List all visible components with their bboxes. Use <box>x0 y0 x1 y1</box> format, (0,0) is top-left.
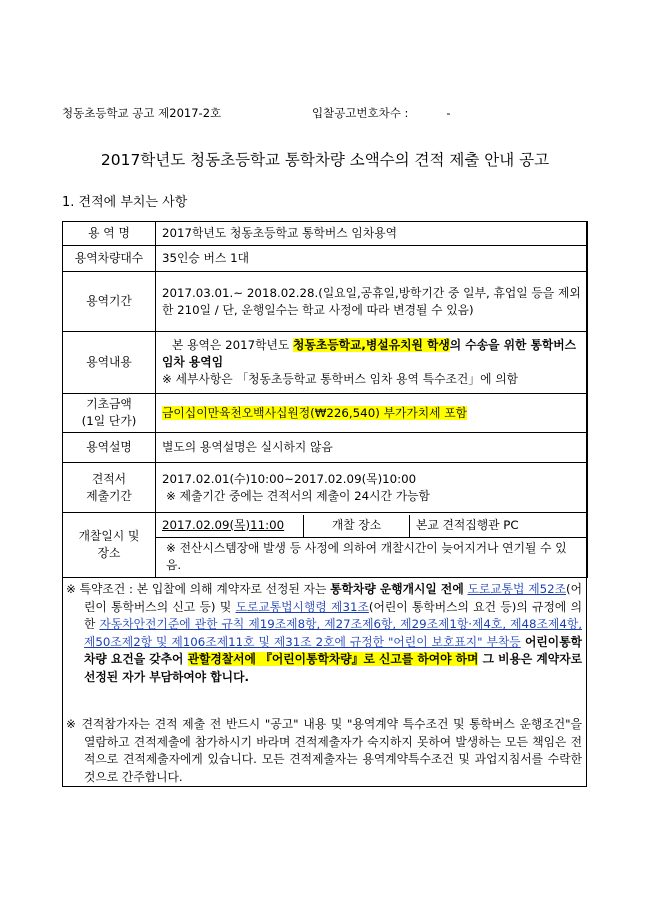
content-text-post: 의 수송을 위한 통학버스 임차 용역임 <box>162 338 577 369</box>
content-label: 용역내용 <box>63 332 156 394</box>
bid-notice-label: 입찰공고번호차수 : <box>312 106 409 120</box>
period-label: 용역기간 <box>63 272 156 332</box>
base-amount-label-2: (1일 단가) <box>81 414 137 428</box>
base-amount-label-1: 기초금액 <box>86 397 132 411</box>
service-name-value: 2017학년도 청동초등학교 통학버스 임차용역 <box>156 222 588 246</box>
base-amount-text: 금이십이만육천오백사십원정(₩226,540) 부가가치세 포함 <box>162 405 468 420</box>
participant-notice-text: ※ 견적참가자는 견적 제출 전 반드시 "공고" 내용 및 "용역계약 특수조건 및 통학버스 운행조건"을 열람하고 견적제출에 참가하시기 바라며 견적제출자가 숙지하지 못하여 발생하는 모든 책임은 전적으로 견적제출자에게 있습니다. 모든 견적제출자는 용역계약특수조건 및 과업지침서를 수락한 것으로 간주합니다. <box>66 717 582 784</box>
submission-period: 2017.02.01(수)10:00~2017.02.09(목)10:00 <box>162 471 417 486</box>
submission-label-2: 제출기간 <box>86 488 132 503</box>
vehicle-count-label: 용역차량대수 <box>63 246 156 272</box>
briefing-value: 별도의 용역설명은 실시하지 않음 <box>156 433 588 463</box>
opening-place-value: 본교 견적집행관 PC <box>416 517 519 532</box>
submission-note: ※ 제출기간 중에는 견적서의 제출이 24시간 가능함 <box>166 488 430 503</box>
special-text-bold-2: 어린이통학차량 요건을 갖추어 <box>84 634 582 666</box>
special-text-1: ※ 특약조건 : 본 입찰에 의해 계약자로 선정된 자는 <box>66 582 331 596</box>
special-text-bold-3: 그 비용은 계약자로 선정된 자가 부담하여야 합니다. <box>84 652 582 684</box>
special-text-2: (어린이 통학버스의 신고 등) 및 <box>84 582 583 614</box>
document-title: 2017학년도 청동초등학교 통학차량 소액수의 견적 제출 안내 공고 <box>100 151 550 169</box>
law-link-road-traffic-act[interactable]: 도로교통법 제52조 <box>467 582 567 596</box>
submission-label-1: 견적서 <box>91 471 127 486</box>
service-name-label: 용 역 명 <box>63 222 156 246</box>
law-link-vehicle-safety-rules[interactable]: 자동차안전기준에 관한 규칙 제19조제8항, 제27조제6항, 제29조제1항·제4호, 제48조제4항, 제50조제2항 및 제106조제11호 및 제31조 2호에 규정한 "어린이 보호표지" 부착등 <box>84 617 582 649</box>
content-note: ※ 세부사항은 「청동초등학교 통학버스 임차 용역 특수조건」에 의함 <box>162 372 519 386</box>
participant-notice <box>66 716 582 786</box>
special-text-bold-1: 통학차량 운행개시일 전에 <box>330 582 464 596</box>
opening-place-label: 개찰 장소 <box>304 515 410 537</box>
content-highlight: 청동초등학교,병설유치원 학생 <box>293 338 450 352</box>
special-text-3: (어린이 통학버스의 요건 등)의 규정에 의한 <box>84 599 582 631</box>
bid-notice-value: - <box>446 106 451 120</box>
opening-label-2: 장소 <box>97 546 121 560</box>
section-heading: 1. 견적에 부치는 사항 <box>62 195 188 210</box>
opening-datetime-text: 2017.02.09(목)11:00 <box>162 517 285 532</box>
opening-note: ※ 전산시스템장애 발생 등 사정에 의하여 개찰시간이 늦어지거나 연기될 수 있음. <box>166 540 567 572</box>
period-value: 2017.03.01.~ 2018.02.28.(일요일,공휴일,방학기간 중 일부, 휴업일 등을 제외한 210일 / 단, 운행일수는 학교 사정에 따라 변경될 수 있음) <box>156 272 588 332</box>
law-link-enforcement-decree[interactable]: 도로교통법시행령 제31조 <box>235 599 369 614</box>
opening-label-1: 개찰일시 및 <box>78 529 140 543</box>
briefing-label: 용역설명 <box>63 433 156 463</box>
table-frame <box>62 221 587 787</box>
notice-number: 청동초등학교 공고 제2017-2호 <box>62 106 222 120</box>
bid-notice-number <box>312 105 451 121</box>
content-text: 본 용역은 2017학년도 <box>172 338 294 352</box>
special-conditions <box>66 581 582 686</box>
vehicle-count-value: 35인승 버스 1대 <box>156 246 588 272</box>
special-highlight: 관할경찰서에 『어린이통학차량』로 신고를 하여야 하며 <box>187 652 479 666</box>
